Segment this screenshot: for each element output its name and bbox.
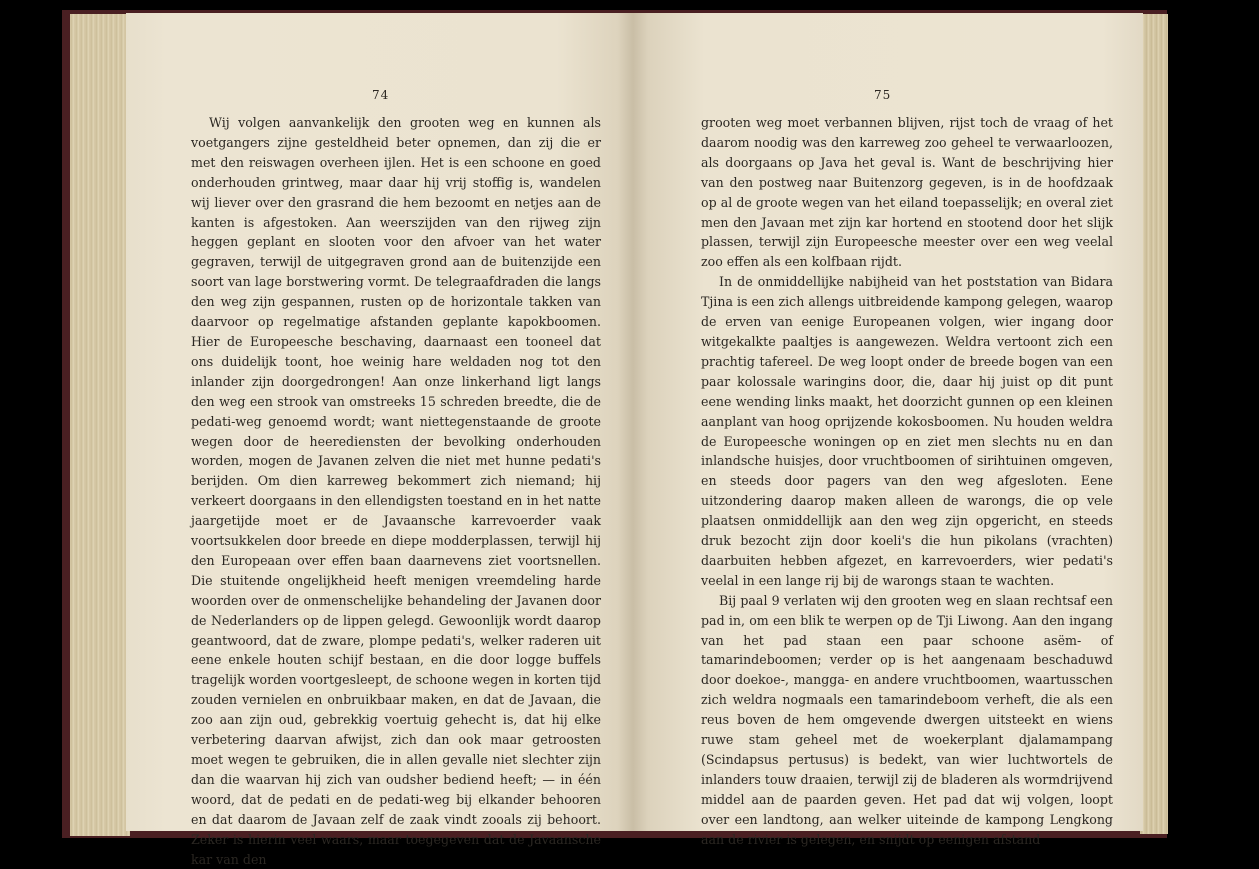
paragraph: Wij volgen aanvankelijk den grooten weg en kunnen als voetgangers zijne gesteldheid beter opnemen, dan zij die er met den reiswagen overheen ijlen. Het is een schoone en goed onderhouden grintweg, maar daar hij vrij stoffig is, wandelen wij liever over den grasrand die hem bezoomt en netjes aan de kanten is afgestoken. Aan weerszijden van den rijweg zijn heggen geplant en slooten voor den afvoer van het water gegraven, terwijl de uitgegraven grond aan de buitenzijde een soort van lage borstwering vormt. De telegraafdraden die langs den weg zijn gespannen, rusten op de horizontale takken van daarvoor op regelmatige afstanden geplante kapokboomen. Hier de Europeesche beschaving, daarnaast een tooneel dat ons duidelijk toont, hoe weinig hare weldaden nog tot den inlander zijn doorgedrongen! Aan onze linkerhand ligt langs den weg een strook van omstreeks 15 schreden breedte, die de pedati-weg genoemd wordt; want niettegenstaande de groote wegen door de heerediensten der bevolking onderhouden worden, mogen de Javanen zelven die niet met hunne pedati's berijden. Om dien karreweg bekommert zich niemand; hij verkeert doorgaans in den ellendigsten toestand en in het natte jaargetijde moet er de Javaansche karrevoerder vaak voortsukkelen door breede en diepe modderplassen, terwijl hij den Europeaan over effen baan daarnevens ziet voortsnellen. Die stuitende ongelijkheid heeft menigen vreemdeling harde woorden over de onmenschelijke behandeling der Javanen door de Nederlanders op de lippen gelegd. Gewoonlijk wordt daarop geantwoord, dat de zware, plompe pedati's, welker raderen uit eene enkele houten schijf bestaan, en die door logge buffels tragelijk worden voortgesleept, de schoone wegen in korten tijd zouden vernielen en onbruikbaar maken, en dat de Javaan, die zoo aan zijn oud, gebrekkig voertuig gehecht is, dat hij elke verbetering daarvan afwijst, zich dan ook maar getroosten moet wegen te gebruiken, die in allen gevalle niet slechter zijn dan die waarvan hij zich van oudsher bediend heeft; — in één woord, dat de pedati en de pedati-weg bij elkander behooren en dat daarom de Javaan zelf de zaak vindt zooals zij behoort. Zeker is hierin veel waars, maar toegegeven dat de Javaansche kar van den [191, 115, 601, 867]
page-number-left: 74 [372, 88, 390, 102]
paragraph: grooten weg moet verbannen blijven, rijst toch de vraag of het daarom noodig was den karreweg zoo geheel te verwaarloozen, als doorgaans op Java het geval is. Want de beschrijving hier van den postweg naar Buitenzorg gegeven, is in de hoofdzaak op al de groote wegen van het eiland toepasselijk; en overal ziet men den Javaan met zijn kar hortend en stootend door het slijk plassen, terwijl zijn Europeesche meester over een weg veelal zoo effen als een kolfbaan rijdt. [701, 115, 1113, 270]
right-page-text [701, 113, 1113, 850]
paragraph: Bij paal 9 verlaten wij den grooten weg en slaan rechtsaf een pad in, om een blik te werpen op de Tji Liwong. Aan den ingang van het pad staan een paar schoone asëm- of tamarindeboomen; verder op is het aangenaam beschaduwd door doekoe-, mangga- en andere vruchtboomen, waartusschen zich weldra nogmaals een tamarindeboom verheft, die als een reus boven de hem omgevende dwergen uitsteekt en wiens ruwe stam geheel met de woekerplant djalamampang (Scindapsus pertusus) is bedekt, van wier luchtwortels de inlanders touw draaien, terwijl zij de bladeren als wormdrijvend middel aan de paarden geven. Het pad dat wij volgen, loopt over een landtong, aan welker uiteinde de kampong Lengkong aan de rivier is gelegen, en snijdt op eenigen afstand [701, 592, 1113, 847]
left-page [126, 13, 633, 867]
right-page [633, 13, 1143, 847]
paragraph: In de onmiddellijke nabijheid van het poststation van Bidara Tjina is een zich allengs uitbreidende kampong gelegen, waarop de erven van eenige Europeanen volgen, wier ingang door witgekalkte paaltjes is aangewezen. Weldra vertoont zich een prachtig tafereel. De weg loopt onder de breede bogen van een paar kolossale waringins door, die, daar hij juist op dit punt eene wending links maakt, het doorzicht gunnen op een kleinen aanplant van hoog oprijzende kokosboomen. Nu houden weldra de Europeesche woningen op en ziet men slechts nu en dan inlandsche huisjes, door vruchtboomen of sirihtuinen omgeven, en steeds door pagers van den weg afgesloten. Eene uitzondering daarop maken alleen de warongs, die op vele plaatsen onmiddellijk aan den weg zijn opgericht, en steeds druk bezocht zijn door koeli's die hun pikolans (vrachten) daarbuiten hebben afgezet, en karrevoerders, wier pedati's veelal in een lange rij bij de warongs staan te wachten. [701, 274, 1113, 588]
page-edges-left [70, 14, 130, 836]
page-number-right: 75 [874, 88, 892, 102]
left-page-text [191, 113, 601, 869]
page-edges-right [1140, 14, 1168, 834]
